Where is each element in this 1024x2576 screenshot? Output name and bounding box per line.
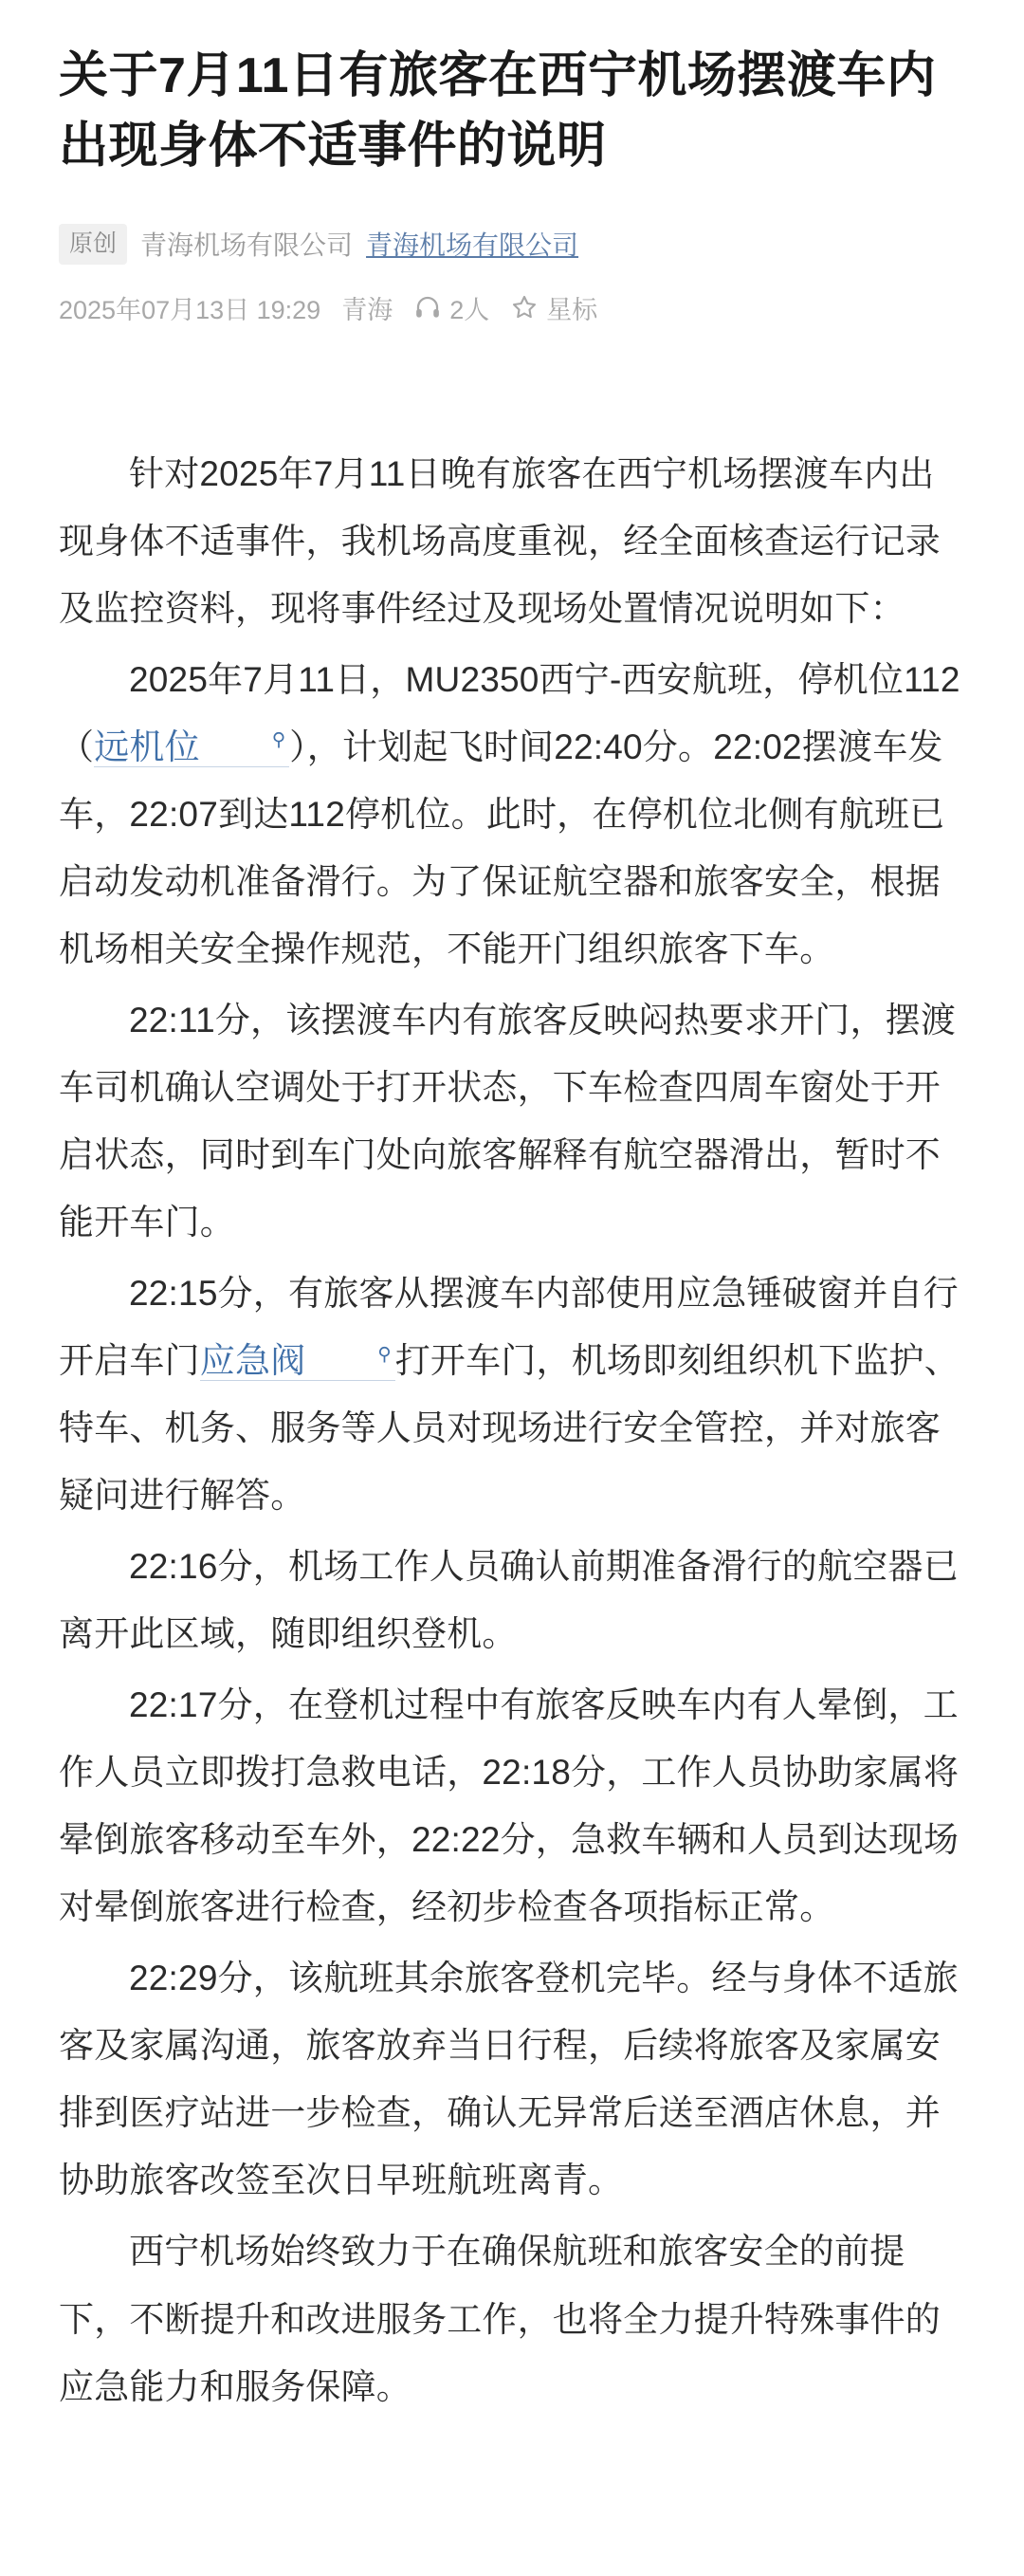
listen-button[interactable] [413,289,489,326]
paragraph-3: 22:11分，该摆渡车内有旅客反映闷热要求开门，摆渡车司机确认空调处于打开状态，下车检查四周车窗处于开启状态，同时到车门处向旅客解释有航空器滑出，暂时不能开车门。 [59,1000,957,1242]
page-title: 关于7月11日有旅客在西宁机场摆渡车内出现身体不适事件的说明 [59,48,937,174]
meta-row [59,289,965,326]
star-button[interactable] [510,289,597,326]
paragraph-2 [59,646,965,983]
listen-count: 2人 [449,295,490,324]
search-icon: ⚲ [377,1344,392,1365]
paragraph-5: 22:16分，机场工作人员确认前期准备滑行的航空器已离开此区域，随即组织登机。 [59,1547,959,1654]
account-link[interactable]: 青海机场有限公司 [366,230,579,261]
star-label: 星标 [546,295,598,324]
byline [59,224,965,265]
star-icon [510,293,539,322]
search-icon: ⚲ [271,730,286,751]
publish-date: 2025年07月13日 19:29 [59,295,321,324]
paragraph-8: 西宁机场始终致力于在确保航班和旅客安全的前提下，不断提升和改进服务工作，也将全力提升特殊事件的应急能力和服务保障。 [59,2232,941,2406]
keyword-remote-stand-label: 远机位 [94,727,200,766]
paragraph-1: 针对2025年7月11日晚有旅客在西宁机场摆渡车内出现身体不适事件，我机场高度重视，经全面核查运行记录及监控资料，现将事件经过及现场处置情况说明如下： [59,453,941,628]
paragraph-7: 22:29分，该航班其余旅客登机完毕。经与身体不适旅客及家属沟通，旅客放弃当日行程，后续将旅客及家属安排到医疗站进一步检查，确认无异常后送至酒店休息，并协助旅客改签至次日早班航班离青。 [59,1959,959,2200]
article-body [59,440,965,2420]
keyword-emergency-valve-label: 应急阀 [199,1341,306,1381]
paragraph-4-part-b: 打开车门，机场即刻组织机下监护、特车、机务、服务等人员对现场进行安全管控，并对旅客疑问进行解答。 [59,1341,960,1516]
location-label: 青海 [341,295,393,324]
author-name: 青海机场有限公司 [140,230,354,261]
paragraph-4 [59,1260,965,1529]
headphones-icon [413,293,442,322]
keyword-remote-stand[interactable] [94,727,289,767]
paragraph-6: 22:17分，在登机过程中有旅客反映车内有人晕倒，工作人员立即拨打急救电话，22:18分，工作人员协助家属将晕倒旅客移动至车外，22:22分，急救车辆和人员到达现场对晕倒旅客进行检查，经初步检查各项指标正常。 [59,1685,960,1927]
paragraph-2-part-b: ），计划起飞时间22:40分。22:02摆渡车发车，22:07到达112停机位。此时，在停机位北侧有航班已启动发动机准备滑行。为了保证航空器和旅客安全，根据机场相关安全操作规范，不能开门组织旅客下车。 [59,727,945,968]
paragraph-2-part-a: 2025年7月11日，MU2350西宁-西安航班，停机位112（ [59,659,960,766]
original-badge: 原创 [59,224,127,265]
paragraph-4-part-a: 22:15分，有旅客从摆渡车内部使用应急锤破窗并自行开启车门 [59,1274,959,1381]
keyword-emergency-valve[interactable] [200,1341,395,1381]
